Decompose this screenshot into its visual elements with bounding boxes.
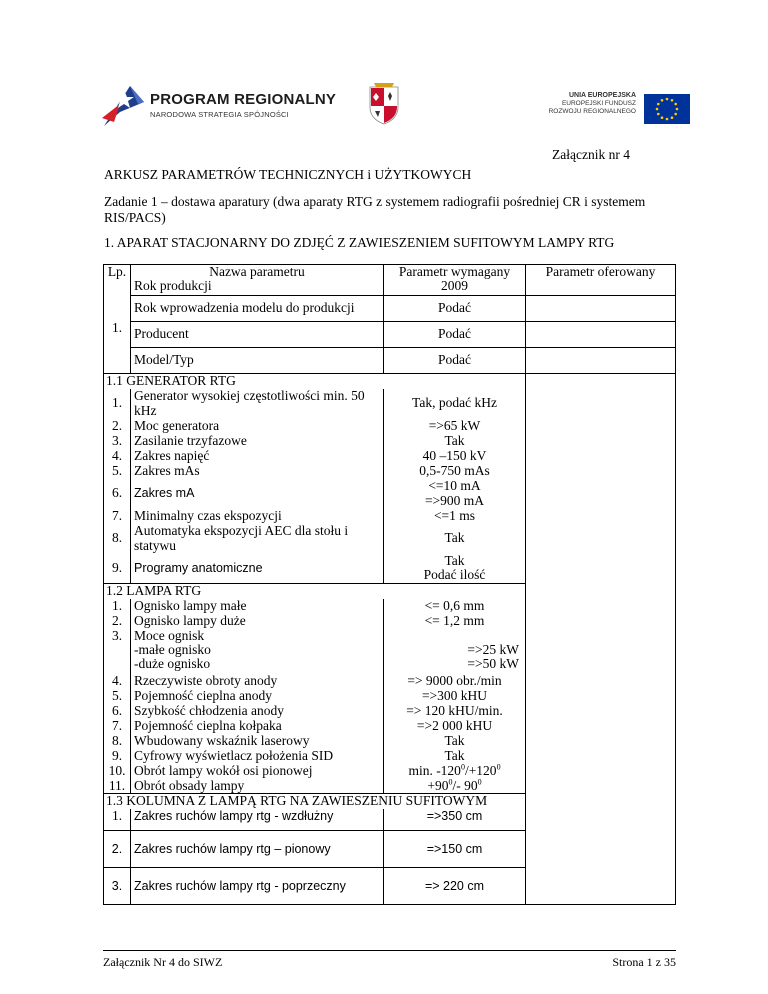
row-req: Tak (384, 524, 526, 554)
row-req (384, 554, 526, 584)
task-description: Zadanie 1 – dostawa aparatury (dwa aparaty RTG z systemem radiografii pośredniej CR i systemem RIS/PACS) (104, 194, 646, 225)
row-name: Zakres mAs (131, 464, 384, 479)
row-req-line: =>25 kW (467, 641, 519, 657)
row-req: Podać (384, 322, 526, 348)
row-req: 0,5-750 mAs (384, 464, 526, 479)
row-lp: 5. (104, 689, 131, 704)
row-req: Tak, podać kHz (384, 389, 526, 419)
row-lp: 5. (104, 464, 131, 479)
table-row (104, 296, 676, 322)
row-req-line: <=10 mA (428, 478, 481, 494)
col-required-header: Parametr wymagany (398, 264, 511, 279)
row-lp: 1. (104, 599, 131, 614)
row-name: Zakres ruchów lampy rtg - poprzeczny (131, 868, 384, 905)
row-req: <= 1,2 mm (384, 614, 526, 629)
row-name: Pojemność cieplna kołpaka (131, 719, 384, 734)
section-label: 1.1 GENERATOR RTG (104, 374, 526, 389)
row-name: Zakres ruchów lampy rtg - wzdłużny (131, 809, 384, 831)
row-req: Tak (384, 749, 526, 764)
eu-line-2: EUROPEJSKI FUNDUSZ (561, 100, 636, 107)
row-lp: 3. (104, 434, 131, 449)
row-name: Cyfrowy wyświetlacz położenia SID (131, 749, 384, 764)
section-label: 1.3 KOLUMNA Z LAMPĄ RTG NA ZAWIESZENIU SUFITOWYM (104, 794, 526, 809)
degree-sup: 0 (477, 777, 482, 787)
footer-left: Załącznik Nr 4 do SIWZ (103, 955, 223, 969)
footer-divider (103, 950, 676, 951)
eu-flag-icon (644, 94, 690, 124)
row-req: =>150 cm (384, 831, 526, 868)
row-lp: 2. (104, 614, 131, 629)
lp-1: 1. (111, 320, 123, 335)
row-lp: 7. (104, 509, 131, 524)
row-name: Ognisko lampy duże (131, 614, 384, 629)
row-req: 2009 (441, 278, 468, 294)
row-req: 40 –150 kV (384, 449, 526, 464)
row-lp: 1. (104, 809, 131, 831)
regional-crest-icon (368, 83, 400, 129)
row-lp: 8. (104, 734, 131, 749)
row-lp: 3. (104, 629, 131, 674)
row-lp: 8. (104, 524, 131, 554)
degree-sup: 0 (448, 777, 453, 787)
row-name: Rzeczywiste obroty anody (131, 674, 384, 689)
row-req-line: =>900 mA (424, 492, 485, 508)
req-cell (384, 265, 526, 296)
row-name: Szybkość chłodzenia anody (131, 704, 384, 719)
row-req: Tak (384, 434, 526, 449)
row-name: Minimalny czas ekspozycji (131, 509, 384, 524)
row-name: Rok wprowadzenia modelu do produkcji (131, 296, 384, 322)
program-subtitle: NARODOWA STRATEGIA SPÓJNOŚCI (150, 110, 289, 119)
program-star-icon (100, 82, 148, 130)
parameters-table (103, 264, 676, 905)
row-lp: 7. (104, 719, 131, 734)
row-req (384, 629, 526, 674)
row-name: Rok produkcji (134, 278, 212, 294)
lp-cell (104, 265, 131, 374)
row-req: Podać (384, 296, 526, 322)
row-name: Moc generatora (131, 419, 384, 434)
req-part: /+120 (464, 762, 497, 778)
row-req: => 9000 obr./min (384, 674, 526, 689)
row-lp: 9. (104, 554, 131, 584)
row-name: Zakres mA (131, 479, 384, 509)
row-lp: 3. (104, 868, 131, 905)
row-req (384, 779, 526, 794)
row-lp: 4. (104, 449, 131, 464)
row-lp: 2. (104, 831, 131, 868)
row-name: Generator wysokiej częstotliwości min. 50 kHz (131, 389, 384, 419)
section-label: 1.2 LAMPA RTG (104, 584, 526, 599)
row-req (384, 479, 526, 509)
row-req: =>300 kHU (384, 689, 526, 704)
row-name-line: -małe ognisko (134, 641, 211, 657)
row-req-line: =>50 kW (467, 656, 519, 672)
row-lp: 1. (104, 389, 131, 419)
offered-cell (526, 374, 676, 905)
row-name-line: Moce ognisk (134, 627, 205, 643)
program-title: PROGRAM REGIONALNY (150, 91, 337, 108)
row-lp: 9. (104, 749, 131, 764)
offered-cell (526, 296, 676, 322)
row-name: Model/Typ (131, 348, 384, 374)
section-row (104, 374, 676, 389)
col-offered-header: Parametr oferowany (545, 264, 656, 279)
table-row (104, 348, 676, 374)
row-name-line: -duże ognisko (134, 656, 211, 672)
table-row (104, 265, 676, 296)
row-req: => 120 kHU/min. (384, 704, 526, 719)
row-req: <= 0,6 mm (384, 599, 526, 614)
col-name-header: Nazwa parametru (209, 264, 305, 279)
offered-cell (526, 265, 676, 296)
row-req: <=1 ms (384, 509, 526, 524)
req-part: +90 (427, 777, 449, 793)
row-name: Ognisko lampy małe (131, 599, 384, 614)
eu-logo (530, 92, 690, 126)
table-row (104, 322, 676, 348)
row-lp: 10. (104, 764, 131, 779)
eu-line-3: ROZWOJU REGIONALNEGO (548, 108, 636, 115)
row-req: => 220 cm (384, 868, 526, 905)
row-lp: 6. (104, 704, 131, 719)
row-name: Automatyka ekspozycji AEC dla stołu i statywu (131, 524, 384, 554)
row-name: Zasilanie trzyfazowe (131, 434, 384, 449)
degree-sup: 0 (460, 762, 465, 772)
row-req: =>350 cm (384, 809, 526, 831)
eu-text (549, 92, 636, 116)
sheet-title: ARKUSZ PARAMETRÓW TECHNICZNYCH i UŻYTKOWYCH (104, 167, 472, 182)
row-name: Pojemność cieplna anody (131, 689, 384, 704)
program-regionalny-logo (100, 82, 337, 132)
row-req: =>2 000 kHU (384, 719, 526, 734)
row-lp: 6. (104, 479, 131, 509)
row-req-line: Podać ilość (423, 567, 486, 583)
row-req: Tak (384, 734, 526, 749)
row-name: Wbudowany wskaźnik laserowy (131, 734, 384, 749)
section-heading: 1. APARAT STACJONARNY DO ZDJĘĆ Z ZAWIESZENIEM SUFITOWYM LAMPY RTG (104, 235, 615, 250)
row-lp: 2. (104, 419, 131, 434)
offered-cell (526, 322, 676, 348)
row-lp: 11. (104, 779, 131, 794)
annex-label: Załącznik nr 4 (552, 147, 630, 162)
row-req: =>65 kW (384, 419, 526, 434)
name-cell (131, 265, 384, 296)
row-name: Programy anatomiczne (131, 554, 384, 584)
row-name: Producent (131, 322, 384, 348)
row-name: Zakres ruchów lampy rtg – pionowy (131, 831, 384, 868)
row-name: Obrót lampy wokół osi pionowej (131, 764, 384, 779)
row-name: Obrót obsady lampy (131, 779, 384, 794)
eu-line-1: UNIA EUROPEJSKA (568, 92, 636, 99)
req-part: min. -120 (408, 762, 461, 778)
page-number: Strona 1 z 35 (612, 955, 676, 969)
row-req (384, 764, 526, 779)
col-lp-header: Lp. (107, 264, 127, 279)
row-lp: 4. (104, 674, 131, 689)
row-name: Zakres napięć (131, 449, 384, 464)
offered-cell (526, 348, 676, 374)
row-req: Podać (384, 348, 526, 374)
row-req-line: Tak (444, 552, 465, 568)
req-part: /- 90 (452, 777, 478, 793)
row-name (131, 629, 384, 674)
degree-sup: 0 (496, 762, 501, 772)
